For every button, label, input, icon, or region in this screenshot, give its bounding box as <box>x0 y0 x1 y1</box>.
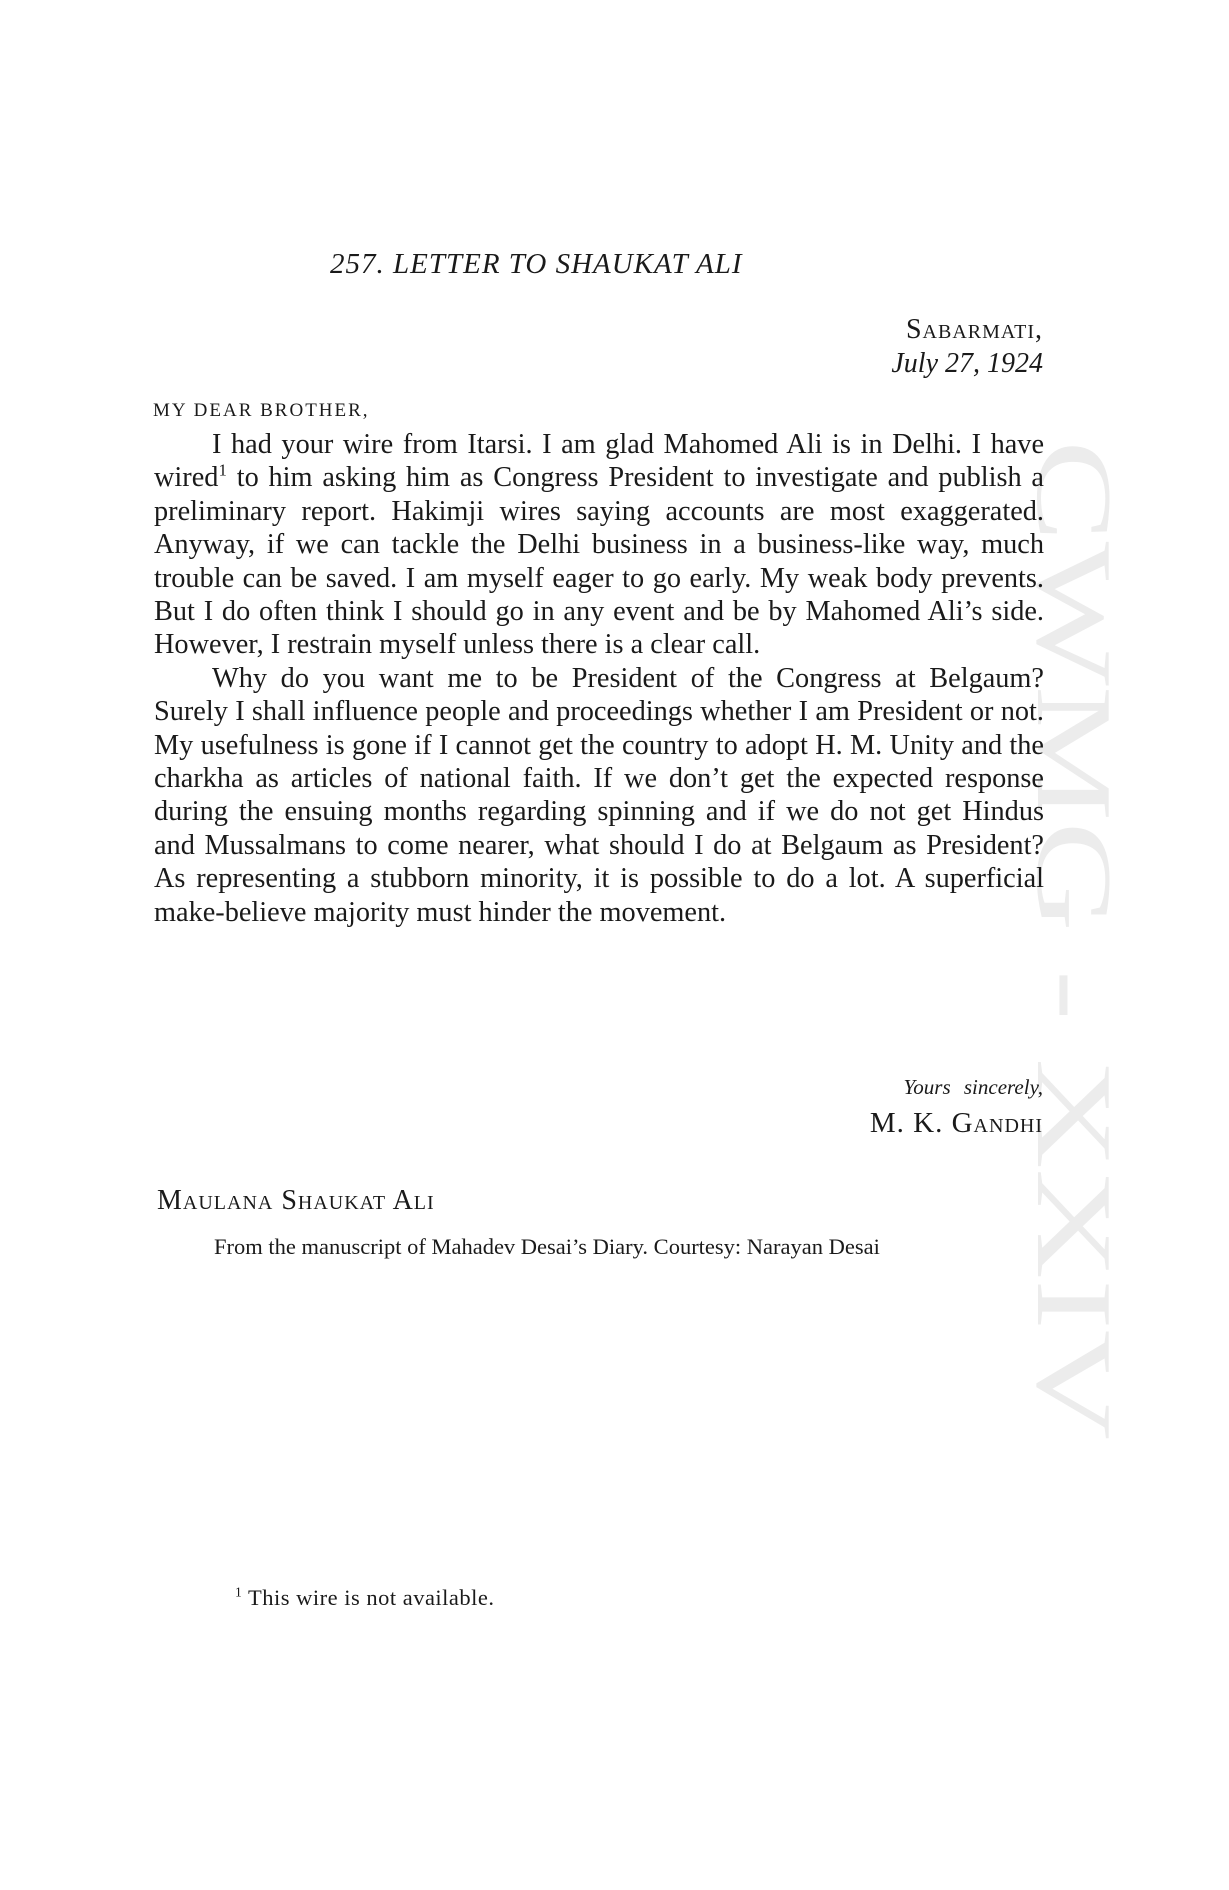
letter-salutation: MY DEAR BROTHER, <box>153 400 370 421</box>
letter-date: July 27, 1924 <box>891 348 1043 379</box>
letter-title: 257. LETTER TO SHAUKAT ALI <box>330 248 743 280</box>
watermark-text: CWMG - XXIV <box>1014 440 1133 1148</box>
footnote <box>235 1585 495 1611</box>
source-note: From the manuscript of Mahadev Desai’s Diary. Courtesy: Narayan Desai <box>214 1234 880 1259</box>
letter-addressee: Maulana Shaukat Ali <box>157 1185 435 1216</box>
footnote-number: 1 <box>235 1584 243 1600</box>
letter-place: Sabarmati, <box>905 314 1043 345</box>
letter-closing: Yours sincerely, <box>903 1075 1043 1099</box>
body-paragraph: Why do you want me to be President of the Congress at Belgaum? Surely I shall influence people and proceedings whether I am President or not. My usefulness is gone if I cannot get the country to adopt H. M. Unity and the charkha as articles of national faith. If we don’t get the expected response during the ensuing months regarding spinning and if we do not get Hindus and Mussalmans to come nearer, what should I do at Belgaum as President? As representing a stubborn minority, it is possible to do a lot. A superficial make-believe majority must hinder the movement. <box>154 662 1044 928</box>
footnote-text: This wire is not available. <box>242 1585 495 1610</box>
body-paragraph <box>154 428 1044 662</box>
letter-body <box>154 428 1044 929</box>
letter-signature: M. K. Gandhi <box>869 1107 1043 1139</box>
paragraph-text: I had your wire from Itarsi. I am glad Mahomed Ali is in Delhi. I have wired <box>154 429 1044 494</box>
footnote-reference: 1 <box>218 460 227 480</box>
paragraph-text: to him asking him as Congress President to investigate and publish a preliminary report. Hakimji wires saying accounts are most exaggerated. Anyway, if we can tackle the Delhi business in a business-like way, much trouble can be saved. I am myself eager to go early. My weak body prevents. But I do often think I should go in any event and be by Mahomed Ali’s side. However, I restrain myself unless there is a clear call. <box>154 462 1044 661</box>
